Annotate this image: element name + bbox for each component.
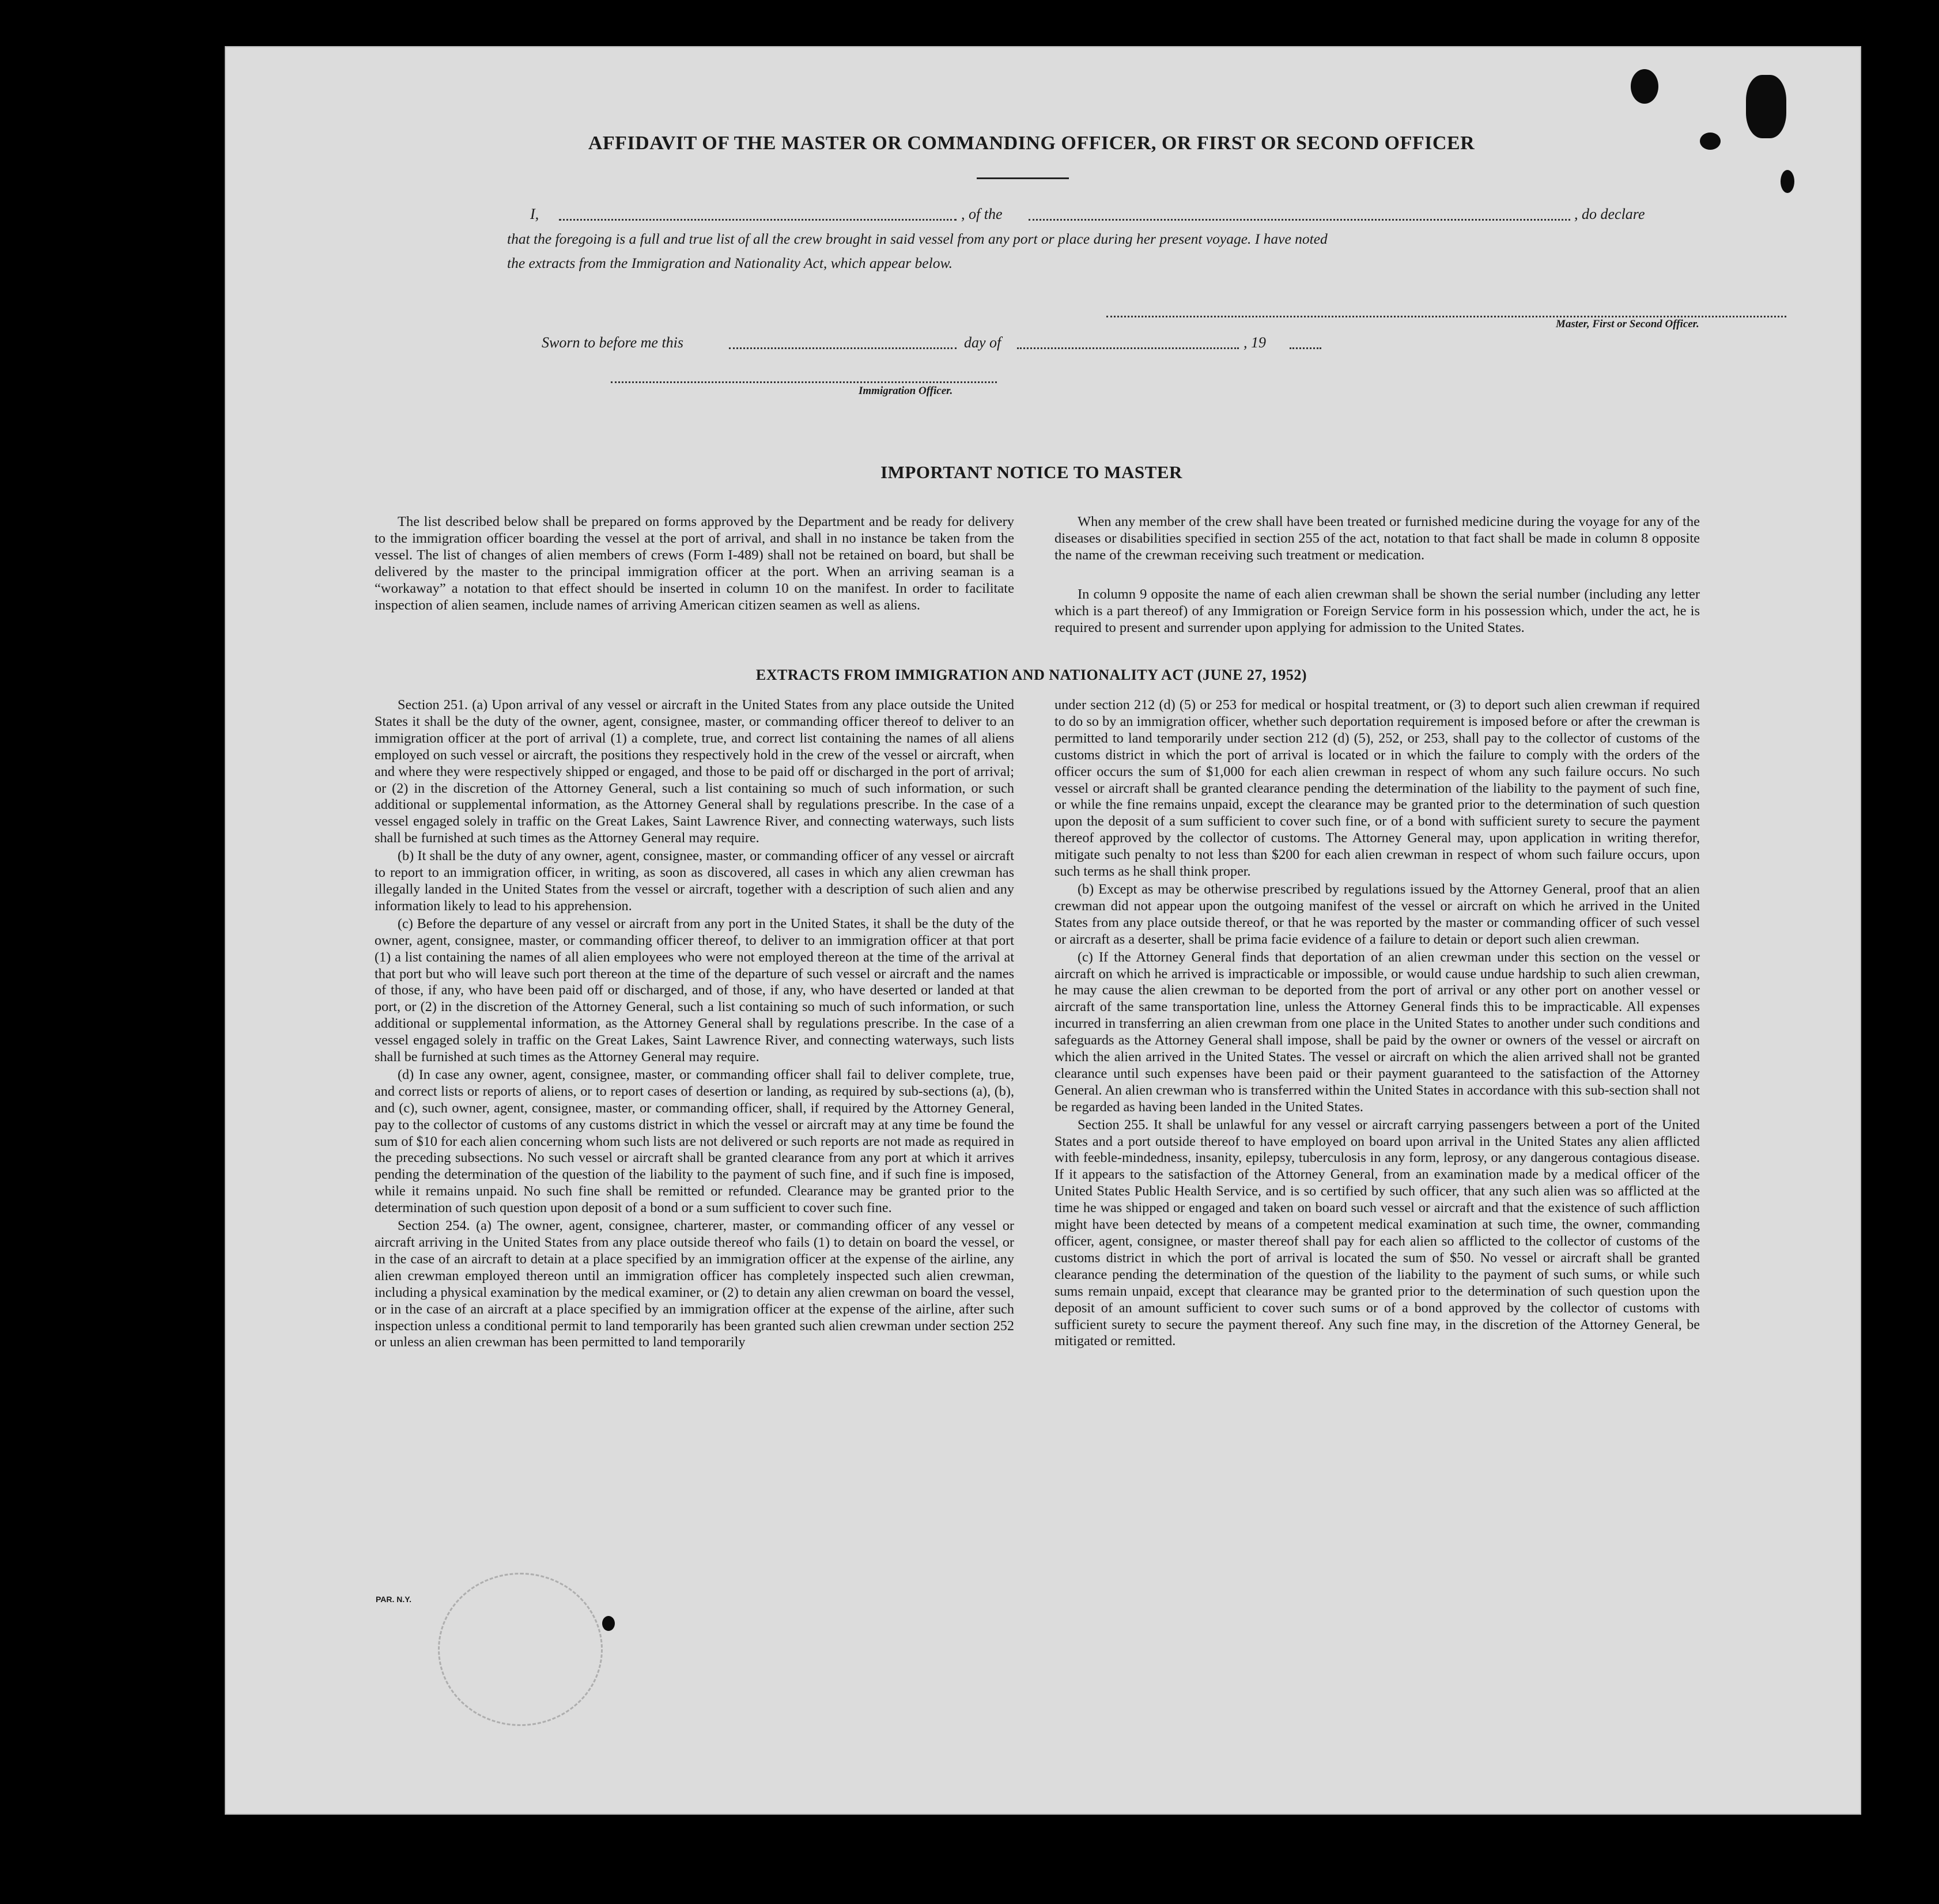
notice-right-2: In column 9 opposite the name of each alien crewman shall be shown the serial number (including any letter which is a part thereof) of any Immigration or Foreign Service form in his possession which, under the act, he is required to present and surrender upon applying for admission to the United States. <box>1054 586 1700 635</box>
section-254-a: Section 254. (a) The owner, agent, consignee, charterer, master, or commanding officer of any vessel or aircraft arriving in the United States from any place outside thereof who fails (1) to detain on board the vessel, or in the case of an aircraft to detain at a place specified by an immigration officer at the expense of the airline, any alien crewman employed thereon until an immigration officer has completely inspected such alien crewman, including a physical examination by the medical examiner, or (2) to detain any alien crewman on board the vessel, or in the case of an aircraft at a place specified by an immigration officer at the expense of the airline, after such inspection unless a conditional permit to land temporarily has been granted such alien crewman under section 252 or unless an alien crewman has been permitted to land temporarily <box>375 1218 1014 1350</box>
sworn-day-blank[interactable] <box>729 347 957 349</box>
section-251-a: Section 251. (a) Upon arrival of any vessel or aircraft in the United States from any place outside the United States it shall be the duty of the owner, agent, consignee, master, or commanding officer thereof to deliver to an immigration officer at the port of arrival (1) a complete, true, and correct list containing the names of all aliens employed on such vessel or aircraft, the positions they respectively hold in the crew of the vessel or aircraft, when and where they were respectively shipped or engaged, and those to be paid off or discharged in the port of arrival; or (2) in the discretion of the Attorney General, such a list containing so much of such information, or such additional or supplemental information, as the Attorney General shall by regulations prescribe. In the case of a vessel engaged solely in traffic on the Great Lakes, Saint Lawrence River, and connecting waterways, such lists shall be furnished at such times as the Attorney General may require. <box>375 697 1014 846</box>
notice-right-1: When any member of the crew shall have been treated or furnished medicine during the voyage for any of the diseases or disabilities specified in section 255 of the act, notation to that fact shall be made in column 8 opposite the name of the crewman receiving such treatment or medication. <box>1054 514 1700 563</box>
year-blank[interactable] <box>1290 347 1321 349</box>
year-label: , 19 <box>1243 334 1266 351</box>
notice-title: IMPORTANT NOTICE TO MASTER <box>880 462 1182 482</box>
section-251-b: (b) It shall be the duty of any owner, agent, consignee, master, or commanding officer of any vessel or aircraft to report to an immigration officer, in writing, as soon as discovered, all cases in which any alien crewman has illegally landed in the United States from the vessel or aircraft, together with a description of such alien and any information likely to lead to his apprehension. <box>375 848 1014 914</box>
officer-label: Immigration Officer. <box>859 385 953 397</box>
affidavit-of-the: , of the <box>961 206 1003 222</box>
section-254-b: (b) Except as may be otherwise prescribed by regulations issued by the Attorney General, proof that an alien crewman did not appear upon the outgoing manifest of the vessel or aircraft on which he arrived in the United States from any place outside thereof, or that he was reported by the master or commanding officer of such vessel or aircraft as a deserter, shall be prima facie evidence of a failure to detain or deport such alien crewman. <box>1054 881 1700 947</box>
faded-seal-stamp <box>438 1573 603 1726</box>
section-255: Section 255. It shall be unlawful for any vessel or aircraft carrying passengers between a port of the United States and a port outside thereof to have employed on board upon arrival in the United States any alien afflicted with feeble-mindedness, insanity, epilepsy, tuberculosis in any form, leprosy, or any dangerous contagious disease. If it appears to the satisfaction of the Attorney General, from an examination made by a medical officer of the United States Public Health Service, and is so certified by such officer, that any such alien was so afflicted at the time he was shipped or engaged and taken on board such vessel or aircraft and that the existence of such affliction might have been detected by means of a competent medical examination at such time, the owner, commanding officer, agent, consignee, or master thereof shall pay for each alien so afflicted to the collector of customs of the customs district in which the port of arrival is located the sum of $50. No vessel or aircraft shall be granted clearance pending the determination of the question of the liability to the payment of such sums, or while such sums remain unpaid, except that clearance may be granted prior to the determination of such question upon the deposit of an amount sufficient to cover such sums or of a bond approved by the collector of customs with sufficient surety to secure the payment thereof. Any such fine may, in the discretion of the Attorney General, be mitigated or remitted. <box>1054 1116 1700 1349</box>
section-254-continued: under section 212 (d) (5) or 253 for medical or hospital treatment, or (3) to deport such alien crewman if required to do so by an immigration officer, whether such deportation requirement is imposed before or after the crewman is permitted to land temporarily under section 212 (d) (5), 252, or 253, shall pay to the collector of customs of the customs district in which the port of arrival is located or in which the failure to comply with the orders of the officer occurs the sum of $1,000 for each alien crewman in respect of whom any such failure occurs. No such vessel or aircraft shall be granted clearance pending the determination of the liability to the payment of such fine, or while the fine remains unpaid, except the clearance may be granted prior to the determination of such question upon the deposit of a sum sufficient to cover such fine, or of a bond with sufficient surety to secure the payment thereof approved by the collector of customs. The Attorney General may, upon application in writing therefor, mitigate such penalty to not less than $200 for each alien crewman in respect of whom such failure occurs, upon such terms as he shall think proper. <box>1054 697 1700 880</box>
ink-blot <box>1631 69 1658 104</box>
affidavit-line3: the extracts from the Immigration and Nationality Act, which appear below. <box>507 255 953 271</box>
affidavit-line2: that the foregoing is a full and true list of all the crew brought in said vessel from any port or place during her present voyage. I have noted <box>507 230 1328 247</box>
master-signature-line[interactable] <box>1106 316 1786 317</box>
notice-left: The list described below shall be prepared on forms approved by the Department and be ready for delivery to the immigration officer boarding the vessel at the port of arrival, and shall in no instance be taken from the vessel. The list of changes of alien members of crews (Form I-489) shall not be retained on board, but shall be delivered by the master to the principal immigration officer at the port. When an arriving seaman is a “workaway” a notation to that effect should be inserted in column 10 on the manifest. In order to facilitate inspection of alien seamen, include names of arriving American citizen seamen as well as aliens. <box>375 514 1014 613</box>
section-254-c: (c) If the Attorney General finds that deportation of an alien crewman under this section on the vessel or aircraft on which he arrived is impracticable or impossible, or would cause undue hardship to such alien crewman, he may cause the alien crewman to be deported from the port of arrival or any other port on another vessel or aircraft of the same transportation line, unless the Attorney General finds this to be impracticable. All expenses incurred in transferring an alien crewman from one place in the United States to another under such conditions and safeguards as the Attorney General shall impose, shall be paid by the owner or owners of the vessel or aircraft on which the alien arrived in the United States. The vessel or aircraft on which the alien arrived shall not be granted clearance until such expenses have been paid or their payment guaranteed to the satisfaction of the Attorney General. An alien crewman who is transferred within the United States in accordance with this sub-section shall not be regarded as having been landed in the United States. <box>1054 949 1700 1115</box>
sworn-month-blank[interactable] <box>1017 347 1239 349</box>
extracts-left-column <box>375 697 1014 1351</box>
officer-signature-line[interactable] <box>611 381 997 383</box>
ink-blot <box>1746 75 1786 138</box>
extracts-right-column <box>1054 697 1700 1350</box>
vessel-blank[interactable] <box>1029 219 1570 221</box>
master-signature-label: Master, First or Second Officer. <box>1556 318 1699 330</box>
section-251-d: (d) In case any owner, agent, consignee, master, or commanding officer shall fail to deliver complete, true, and correct lists or reports of aliens, or to report cases of desertion or landing, as required by sub-sections (a), (b), and (c), such owner, agent, consignee, master, or commanding officer, shall, if required by the Attorney General, pay to the collector of customs of any customs district in which the vessel or aircraft may at any time be found the sum of $10 for each alien concerning whom such lists are not delivered or such reports are not made as required in the preceding subsections. No such vessel or aircraft shall be granted clearance from any port at which it arrives pending the determination of the question of the liability to the payment of such fine, and if such fine is imposed, while it remains unpaid. No such fine shall be remitted or refunded. Clearance may be granted prior to the determination of such question upon deposit of a bond or a sum sufficient to cover such fine. <box>375 1066 1014 1216</box>
printer-mark: PAR. N.Y. <box>376 1595 411 1604</box>
ink-blot <box>602 1616 615 1631</box>
sworn-label: Sworn to before me this <box>542 334 684 351</box>
ink-blot <box>1781 170 1794 193</box>
document-page <box>225 46 1861 1815</box>
section-251-c: (c) Before the departure of any vessel or aircraft from any port in the United States, it shall be the duty of the owner, agent, consignee, master, or commanding officer thereof, to deliver to an immigration officer at that port (1) a list containing the names of all alien employees who were not employed thereon at the time of the arrival at that port but who will leave such port thereon at the time of the departure of such vessel or aircraft and the names of those, if any, who have been paid off or discharged, and of those, if any, who have deserted or landed at that port, or (2) in the discretion of the Attorney General, such a list containing so much of such information, or such additional or supplemental information, as the Attorney General shall by regulations prescribe. In the case of a vessel engaged solely in traffic on the Great Lakes, Saint Lawrence River, and connecting waterways, such lists shall be furnished at such times as the Attorney General may require. <box>375 915 1014 1065</box>
name-blank[interactable] <box>559 219 957 221</box>
day-of-label: day of <box>964 334 1001 351</box>
title-underline <box>977 177 1069 179</box>
extracts-title: EXTRACTS FROM IMMIGRATION AND NATIONALITY ACT (JUNE 27, 1952) <box>755 667 1307 683</box>
affidavit-declare: , do declare <box>1574 206 1645 222</box>
affidavit-title: AFFIDAVIT OF THE MASTER OR COMMANDING OFFICER, OR FIRST OR SECOND OFFICER <box>588 133 1475 154</box>
affidavit-i: I, <box>530 206 539 222</box>
